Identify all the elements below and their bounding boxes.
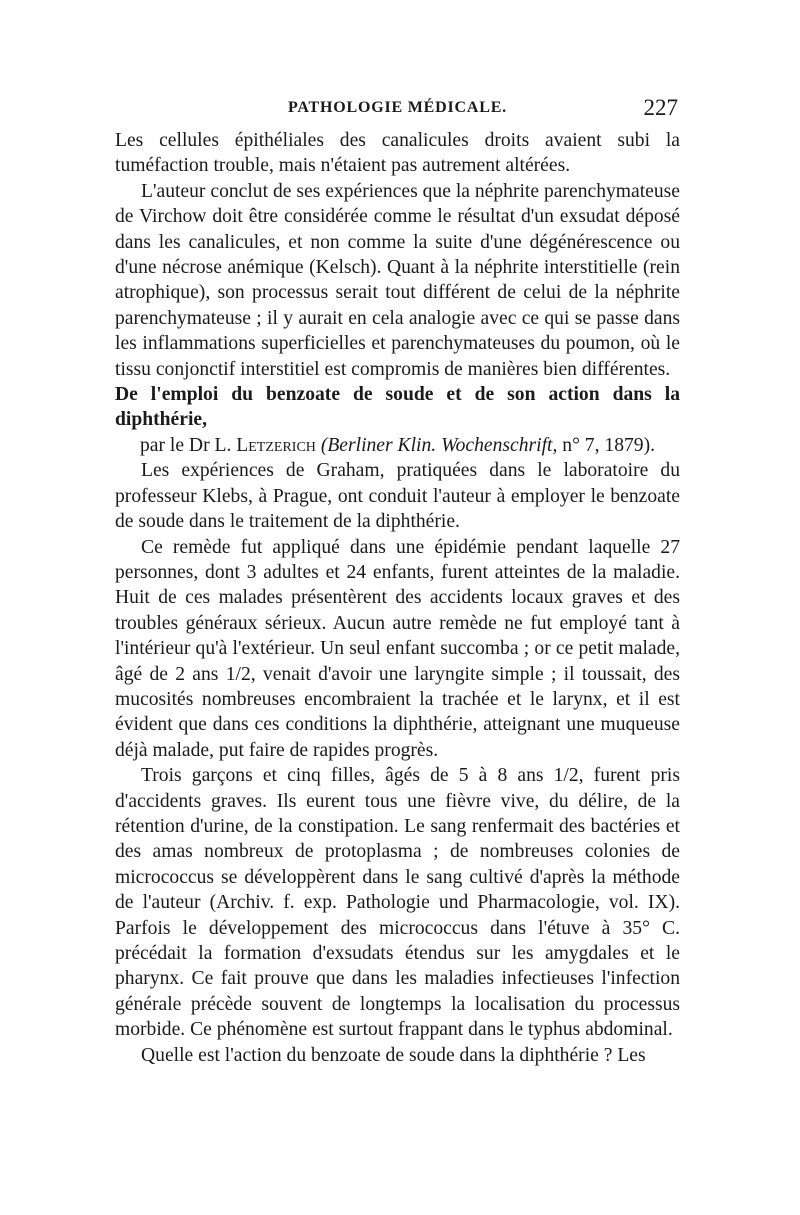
article-byline — [115, 433, 680, 458]
body-text — [115, 128, 680, 1068]
page-header — [115, 95, 680, 129]
paragraph-question: Quelle est l'action du benzoate de soude dans la diphthérie ? Les — [141, 1044, 646, 1066]
journal-name: (Berliner Klin. Wochenschrift, — [320, 434, 558, 456]
paragraph-severe-cases: Trois garçons et cinq filles, âgés de 5 à 8 ans 1/2, furent pris d'accidents graves. Ils eurent tous une fièvre vive, du délire, de la rétention d'urine, de la constipation. Le sang renfermait des bactéries et des amas nombreux de protoplasma ; de nombreuses colonies de micrococcus se développèrent dans le sang cultivé d'après la méthode de l'auteur (Archiv. f. exp. Pathologie und Pharmacologie, vol. IX). Parfois le développement des micrococcus dans l'étuve à 35° C. précédait la formation d'exsudats étendus sur les amygdales et le pharynx. Ce fait prouve que dans les maladies infectieuses l'infection générale précède souvent de longtemps la localisation du processus morbide. Ce phénomène est surtout frappant dans le typhus abdominal. — [115, 765, 680, 1041]
page-number: 227 — [643, 95, 678, 120]
running-title: PATHOLOGIE MÉDICALE. — [288, 99, 507, 116]
paragraph-conclusion: L'auteur conclut de ses expériences que la néphrite parenchymateuse de Virchow doit être considérée comme le résultat d'un exsudat déposé dans les canalicules, et non comme la suite d'une dégénérescence ou d'une nécrose anémique (Kelsch). Quant à la néphrite interstitielle (rein atrophique), son processus serait tout différent de celui de la néphrite parenchymateuse ; il y aurait en cela analogie avec ce qui se passe dans les inflammations superficielles et parenchymateuses du poumon, où le tissu conjonctif interstitiel est compromis de manières bien différentes. — [115, 180, 680, 380]
byline-prefix: par le Dr — [139, 434, 210, 456]
journal-issue: n° 7, 1879). — [562, 434, 656, 456]
article-title: De l'emploi du benzoate de soude et de son action dans la diphthérie, — [115, 384, 680, 431]
author-name: L. Letzerich — [214, 434, 316, 456]
paragraph-experiments: Les expériences de Graham, pratiquées dans le laboratoire du professeur Klebs, à Prague, ont conduit l'auteur à employer le benzoate de soude dans le traitement de la diphthérie. — [115, 460, 680, 533]
paragraph-epidemic: Ce remède fut appliqué dans une épidémie pendant laquelle 27 personnes, dont 3 adultes et 24 enfants, furent atteintes de la maladie. Huit de ces malades présentèrent des accidents locaux graves et des troubles généraux sérieux. Aucun autre remède ne fut employé tant à l'intérieur qu'à l'extérieur. Un seul enfant succomba ; or ce petit malade, âgé de 2 ans 1/2, venait d'avoir une laryngite simple ; il toussait, des mucosités nombreuses encombraient la trachée et le larynx, et il est évident que dans ces conditions la diphthérie, atteignant une muqueuse déjà malade, put faire de rapides progrès. — [115, 536, 680, 761]
paragraph-continuation: Les cellules épithéliales des canalicules droits avaient subi la tuméfaction trouble, mais n'étaient pas autrement altérées. — [115, 130, 680, 177]
